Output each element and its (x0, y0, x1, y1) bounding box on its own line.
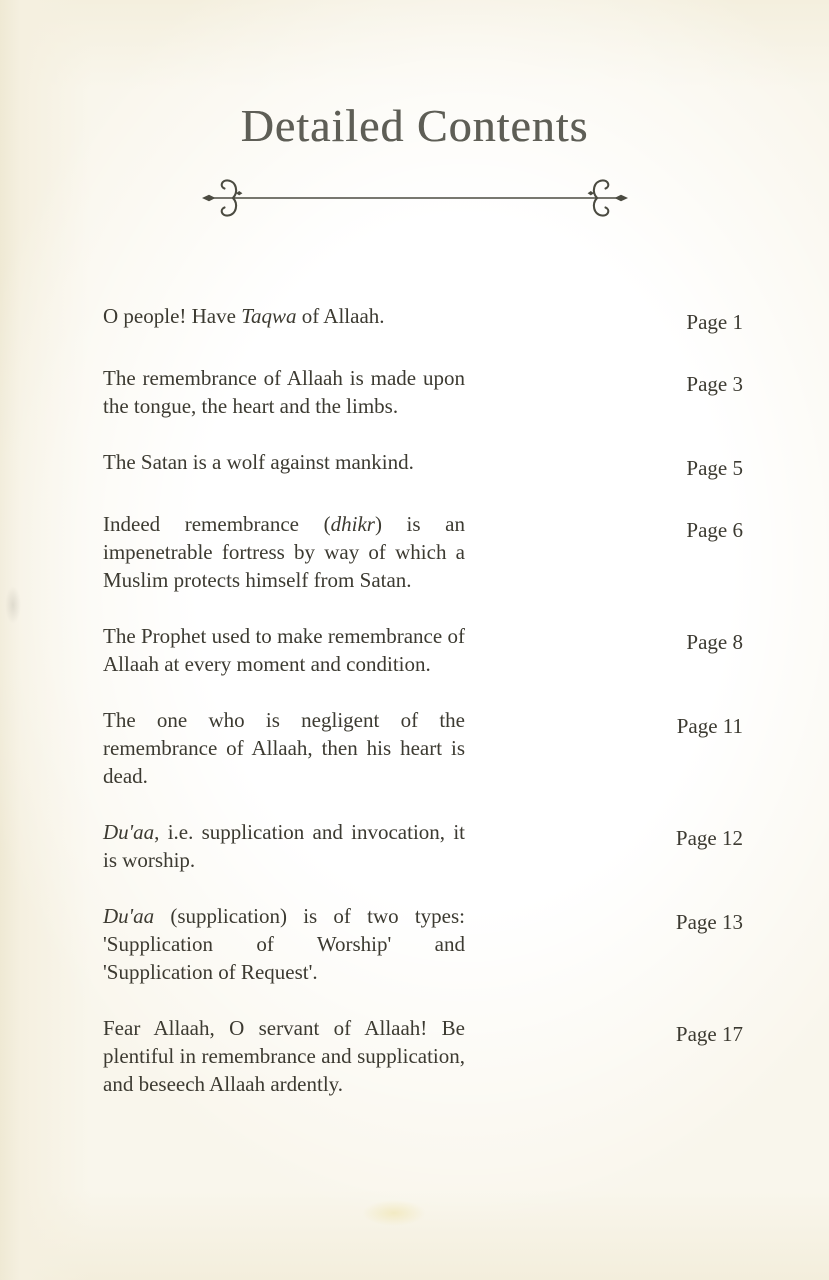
contents-list (103, 302, 743, 1098)
toc-page-number: Page 17 (675, 1022, 743, 1047)
toc-entry (103, 1014, 743, 1098)
toc-entry-text (103, 818, 465, 874)
toc-entry-text (103, 1014, 465, 1098)
toc-entry-term-italic: Du'aa (103, 904, 155, 929)
toc-entry-text (103, 510, 465, 594)
toc-page-number: Page 1 (686, 310, 743, 335)
toc-entry-term-italic: Taqwa (241, 304, 297, 329)
toc-entry (103, 622, 743, 678)
toc-entry-text (103, 364, 465, 420)
toc-entry-text (103, 448, 465, 476)
toc-entry-term: The Prophet used to make remembrance of Allaah at every moment and condition. (103, 624, 465, 677)
toc-page-number: Page 13 (675, 910, 743, 935)
toc-entry (103, 510, 743, 594)
toc-entry (103, 448, 743, 482)
scan-stain (362, 1200, 426, 1226)
toc-page-number: Page 6 (686, 518, 743, 543)
toc-entry-term-italic: Du'aa (103, 820, 155, 845)
toc-entry-term: Indeed remembrance ( (103, 512, 331, 537)
scan-smudge (5, 586, 21, 624)
toc-entry-term: , i.e. supplication and invocation, it is worship. (103, 820, 465, 873)
toc-page-number: Page 11 (676, 714, 743, 739)
toc-entry-term: of Allaah. (296, 304, 385, 329)
toc-entry-term: O people! Have (103, 304, 242, 329)
toc-entry (103, 818, 743, 874)
ornamental-divider (200, 175, 630, 226)
toc-page-number: Page 8 (686, 630, 743, 655)
toc-entry (103, 902, 743, 986)
toc-entry-term: Fear Allaah, O servant of Allaah! Be plentiful in remembrance and supplication, and beseech Allaah ardently. (103, 1016, 465, 1097)
toc-entry (103, 706, 743, 790)
toc-entry-text (103, 706, 465, 790)
toc-entry-text (103, 902, 465, 986)
toc-entry-text (103, 622, 465, 678)
toc-entry-term: ) is an impenetrable fortress by way of which a Muslim protects himself from Satan. (103, 512, 466, 593)
toc-entry-term: The remembrance of Allaah is made upon the tongue, the heart and the limbs. (103, 366, 465, 419)
toc-entry-term: The one who is negligent of the remembrance of Allaah, then his heart is dead. (103, 708, 465, 789)
toc-entry (103, 364, 743, 420)
toc-page-number: Page 3 (686, 372, 743, 397)
toc-page-number: Page 5 (686, 456, 743, 481)
page-title: Detailed Contents (240, 100, 589, 151)
toc-entry-term: (supplication) is of two types: 'Supplication of Worship' and 'Supplication of Request'. (103, 904, 465, 985)
toc-entry (103, 302, 743, 336)
toc-entry-term-italic: dhikr (330, 512, 375, 537)
divider-graphic (200, 175, 630, 221)
toc-entry-term: The Satan is a wolf against mankind. (103, 450, 414, 475)
toc-page-number: Page 12 (675, 826, 743, 851)
toc-entry-text (103, 302, 465, 330)
